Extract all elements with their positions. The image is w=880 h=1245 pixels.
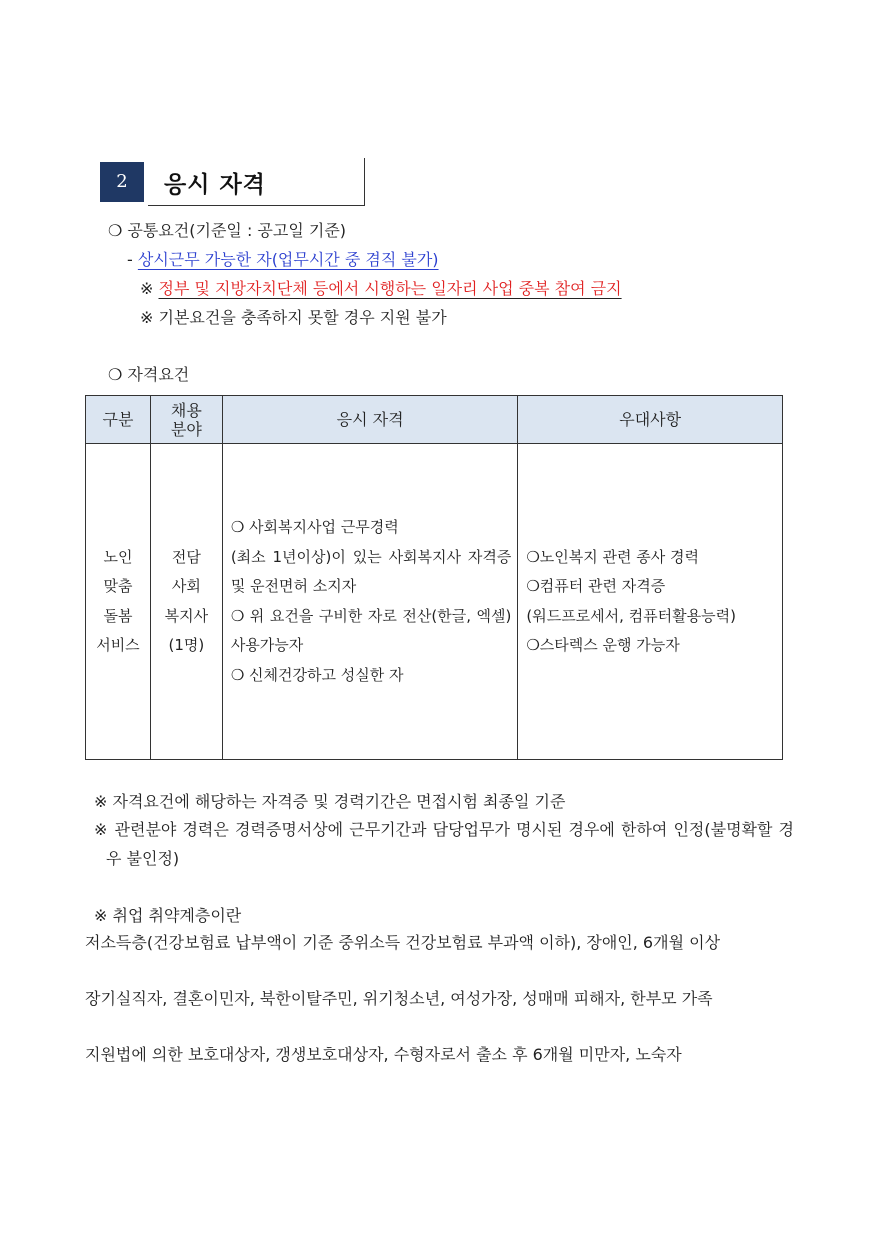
- preference-item: ❍노인복지 관련 종사 경력: [526, 547, 700, 566]
- common-condition-line: [127, 247, 439, 270]
- duplicate-participation-text: 정부 및 지방자치단체 등에서 시행하는 일자리 사업 중복 참여 금지: [158, 279, 622, 298]
- vulnerable-heading: ※ 취업 취약계층이란: [94, 906, 242, 925]
- common-requirement-heading: ❍ 공통요건(기준일 : 공고일 기준): [108, 221, 347, 240]
- qualification-table: [85, 395, 783, 760]
- preference-item: ❍스타렉스 운행 가능자: [526, 636, 680, 654]
- note-mark: ※: [140, 279, 154, 298]
- cell-field: 전담 사회 복지사 (1명): [150, 444, 222, 760]
- cell-preference: [518, 444, 783, 760]
- vulnerable-item: 지원법에 의한 보호대상자, 갱생보호대상자, 수형자로서 출소 후 6개월 미만자, 노숙자: [85, 1045, 682, 1064]
- cell-category: 노인 맞춤 돌봄 서비스: [86, 444, 151, 760]
- table-header-row: [86, 396, 783, 444]
- header-field: 채용 분야: [150, 396, 222, 444]
- vulnerable-item: 장기실직자, 결혼이민자, 북한이탈주민, 위기청소년, 여성가장, 성매매 피해자, 한부모 가족: [85, 989, 713, 1008]
- preference-item: (워드프로세서, 컴퓨터활용능력): [526, 606, 736, 625]
- header-divider-vertical: [364, 158, 365, 206]
- vulnerable-item: 저소득층(건강보험료 납부액이 기준 중위소득 건강보험료 부과액 이하), 장애인, 6개월 이상: [85, 933, 721, 952]
- qualification-item: ❍ 신체건강하고 성실한 자: [230, 665, 404, 684]
- table-row: [86, 444, 783, 760]
- header-category: 구분: [86, 396, 151, 444]
- duplicate-participation-note: [140, 276, 622, 299]
- header-divider-horizontal: [148, 205, 365, 206]
- career-recognition-note: ※ 관련분야 경력은 경력증명서상에 근무기간과 담당업무가 명시된 경우에 한하여 인정(불명확할 경우 불인정): [94, 820, 794, 868]
- dash-mark: -: [127, 250, 133, 269]
- header-preference: 우대사항: [518, 396, 783, 444]
- section-title: 응시 자격: [164, 172, 266, 198]
- qualification-item: ❍ 사회복지사업 근무경력: [230, 518, 399, 536]
- certificate-deadline-note: ※ 자격요건에 해당하는 자격증 및 경력기간은 면접시험 최종일 기준: [94, 792, 566, 811]
- basic-requirement-note: ※ 기본요건을 충족하지 못할 경우 지원 불가: [140, 308, 447, 327]
- qualification-item: (최소 1년이상)이 있는 사회복지사 자격증 및 운전면허 소지자: [230, 547, 512, 595]
- qualification-heading: ❍ 자격요건: [108, 365, 190, 384]
- preference-item: ❍컴퓨터 관련 자격증: [526, 577, 666, 595]
- cell-qualification: [222, 444, 518, 760]
- section-number: 2: [100, 162, 144, 202]
- full-time-condition: 상시근무 가능한 자(업무시간 중 겸직 불가): [137, 250, 439, 269]
- section-header: [100, 158, 365, 206]
- qualification-item: ❍ 위 요건을 구비한 자로 전산(한글, 엑셀)사용가능자: [230, 606, 512, 654]
- header-qualification: 응시 자격: [222, 396, 518, 444]
